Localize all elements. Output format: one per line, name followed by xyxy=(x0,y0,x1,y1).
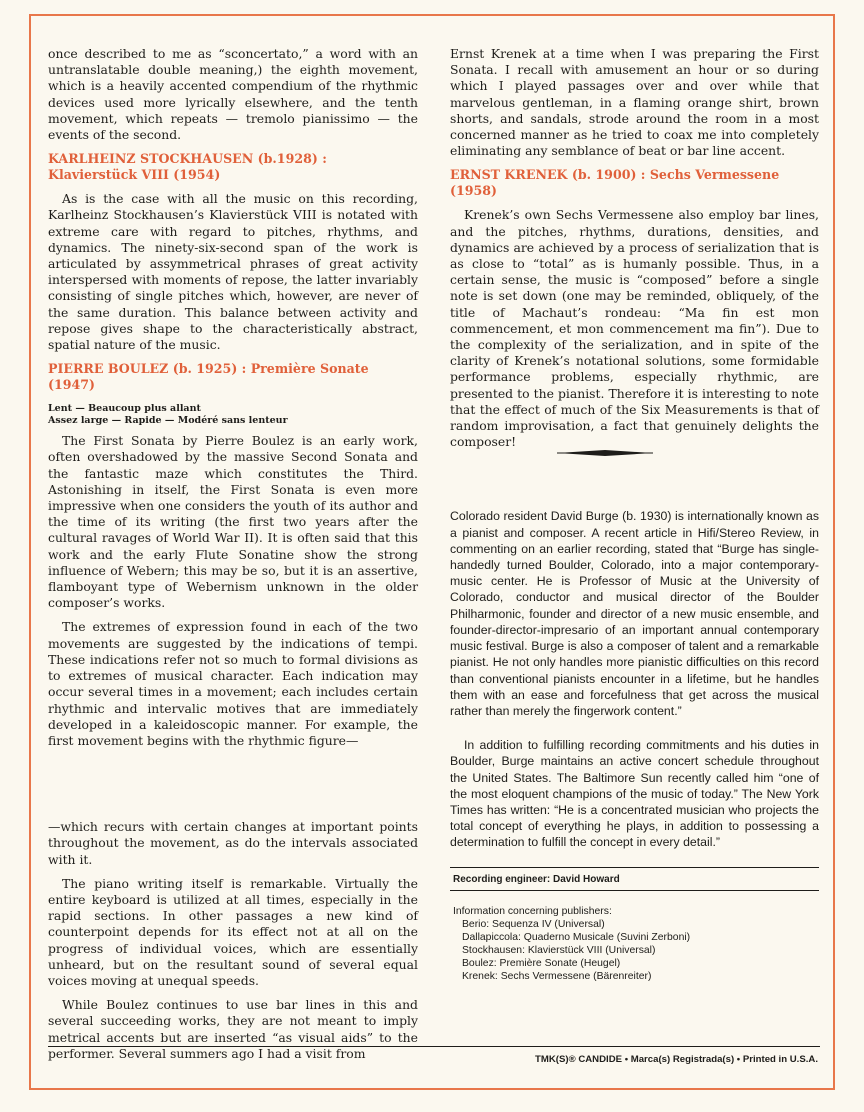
publisher-item: Stockhausen: Klavierstück VIII (Universal) xyxy=(462,944,656,956)
biography-paragraph-2: In addition to fulfilling recording commitments and his duties in Boulder, Burge maintains an active concert schedule throughout the United States. The Baltimore Sun recently called him “one of the most eloquent champions of the music of today.” The New York Times has written: “He is a concentrated musician who projects the total concept of everything he plays, in addition to possessing a determination to fulfill the concept in every detail.” xyxy=(450,738,819,850)
boulez-paragraph-1: The First Sonata by Pierre Boulez is an early work, often overshadowed by the massive Second Sonata and the fantastic maze which constitutes the Third. Astonishing in itself, the First Sonata is even more impressive when one considers the youth of its author and the time of its writing (the first two years after the cultural ravages of World War II). It is often said that this work and the early Flute Sonatine show the strong influence of Webern; this may be so, but it is an assertive, flamboyant type of Webernism unknown in the older composer’s works. xyxy=(48,433,418,611)
publisher-item: Berio: Sequenza IV (Universal) xyxy=(462,918,605,930)
krenek-heading: ERNST KRENEK (b. 1900) : Sechs Vermessene (1958) xyxy=(450,167,780,199)
boulez-heading: PIERRE BOULEZ (b. 1925) : Première Sonate (1947) xyxy=(48,361,369,393)
recording-engineer: Recording engineer: David Howard xyxy=(453,873,620,885)
krenek-visit-paragraph: Ernst Krenek at a time when I was preparing the First Sonata. I recall with amusement an hour or so during which I played passages over and over while that marvelous gentleman, in a flaming orange shirt, brown shorts, and sandals, strode around the room in a most concerned manner as he tried to coax me into completely eliminating any semblance of beat or bar line accent. xyxy=(450,46,819,159)
publisher-item: Dallapiccola: Quaderno Musicale (Suvini Zerboni) xyxy=(462,931,691,943)
krenek-paragraph: Krenek’s own Sechs Vermessene also employ bar lines, and the pitches, rhythms, durations, densities, and dynamics are achieved by a process of serialization that is as close to “total” as is humanly possible. Thus, in a certain sense, the music is “composed” before a single note is set down (one may be reminded, obliquely, of the title of Machaut’s rondeau: “Ma fin est mon commencement, et mon commencement ma fin”). Due to the complexity of the serialization, and in spite of the clarity of Krenek’s notational solutions, some formidable performance problems, especially rhythmic, are presented to the pianist. Therefore it is interesting to note that the effect of much of the Six Measurements is that of random improvisation, a fact that genuinely delights the composer! xyxy=(450,207,819,450)
boulez-tempo-line-1: Lent — Beaucoup plus allant xyxy=(48,403,201,415)
boulez-paragraph-3: —which recurs with certain changes at important points throughout the movement, as do the intervals associated with it. xyxy=(48,819,418,867)
right-column xyxy=(450,46,819,983)
publishers-title: Information concerning publishers: xyxy=(453,905,612,917)
ornament-divider xyxy=(555,449,655,457)
publisher-item: Boulez: Première Sonate (Heugel) xyxy=(462,957,621,969)
boulez-paragraph-4: The piano writing itself is remarkable. Virtually the entire keyboard is utilized at all times, especially in the rapid sections. In other passages a new kind of counterpoint depends for its effect not at all on the progress of individual voices, which are essentially unheard, but on the resultant sound of several equal voices moving at unequal speeds. xyxy=(48,875,418,988)
boulez-paragraph-2: The extremes of expression found in each of the two movements are suggested by the indications of tempi. These indications refer not so much to formal divisions as to extremes of musical character. Each indication may occur several times in a movement; each includes certain rhythmic and intervalic motives that are immediately developed in a kaleidoscopic manner. For example, the first movement begins with the rhythmic figure— xyxy=(48,619,418,748)
left-column xyxy=(48,46,418,1062)
boulez-tempo-line-2: Assez large — Rapide — Modéré sans lenteur xyxy=(48,415,288,427)
engineer-rule-top xyxy=(450,867,819,868)
biography-paragraph-1: Colorado resident David Burge (b. 1930) is internationally known as a pianist and composer. A recent article in Hifi/Stereo Review, in commenting on an earlier recording, stated that “Burge has single-handedly turned Boulder, Colorado, into a major contemporary-music center. He is Professor of Music at the University of Colorado, conductor and musical director of the Boulder Philharmonic, founder and director of a new music ensemble, and founder-director-impresario of an important annual contemporary music festival. Burge is also a composer of talent and a remarkable pianist. He not only handles more pianistic difficulties on this record than conventional pianists encounter in a lifetime, but he handles them with an ease and forcefulness that get across the musical rather than merely the fingerwork content.” xyxy=(450,509,819,718)
publisher-item: Krenek: Sechs Vermessene (Bärenreiter) xyxy=(462,970,652,982)
boulez-paragraph-5: While Boulez continues to use bar lines in this and several succeeding works, they are not meant to imply metrical accents but are inserted “as visual aids” to the performer. Several summers ago I had a visit from xyxy=(48,997,418,1061)
stockhausen-heading: KARLHEINZ STOCKHAUSEN (b.1928) : Klavierstück VIII (1954) xyxy=(48,151,327,183)
publishers-list xyxy=(450,905,819,983)
stockhausen-paragraph: As is the case with all the music on this recording, Karlheinz Stockhausen’s Klavierstück VIII is notated with extreme care with regard to pitches, rhythms, and dynamics. The ninety-six-second span of the work is articulated by assymmetrical phrases of great activity interspersed with moments of repose, the latter invariably consisting of single pitches which, however, are never of the same duration. This balance between activity and repose gives shape to the characteristically abstract, spatial nature of the music. xyxy=(48,191,418,353)
footer-trademark: TMK(S)® CANDIDE • Marca(s) Registrada(s) • Printed in U.S.A. xyxy=(535,1054,818,1065)
musical-figure-space xyxy=(48,749,418,819)
footer-rule xyxy=(48,1046,820,1047)
berio-continuation-paragraph: once described to me as “sconcertato,” a word with an untranslatable double meaning,) the eighth movement, which is a heavily accented compendium of the rhythmic devices used more lyrically elsewhere, and the tenth movement, which repeats — tremolo pianissimo — the events of the second. xyxy=(48,46,418,143)
